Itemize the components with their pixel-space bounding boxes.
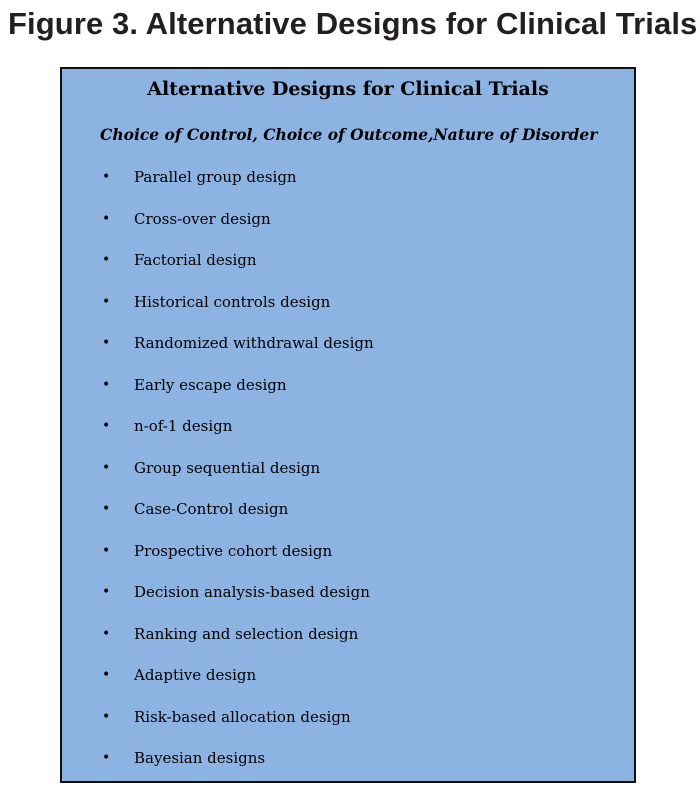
bullet-icon: • [102, 169, 111, 185]
design-item-label: Decision analysis-based design [134, 583, 370, 601]
design-item-prospective-cohort [102, 539, 602, 581]
bullet-icon: • [102, 542, 111, 559]
design-item-decision-analysis [102, 580, 602, 622]
box-subtitle: Choice of Control, Choice of Outcome,Nature of Disorder [100, 125, 598, 144]
design-list [102, 165, 602, 788]
design-item-adaptive [102, 663, 602, 705]
design-item-label: Factorial design [134, 251, 257, 269]
design-item-ranking-selection [102, 622, 602, 664]
design-item-label: Bayesian designs [134, 749, 266, 767]
bullet-icon: • [102, 750, 111, 766]
bullet-icon: • [102, 252, 111, 268]
design-item-factorial [102, 248, 602, 290]
design-item-label: Case-Control design [134, 500, 289, 518]
bullet-icon: • [102, 625, 111, 642]
bullet-icon: • [102, 459, 111, 476]
design-item-group-sequential [102, 456, 602, 498]
bullet-icon: • [102, 584, 111, 600]
design-item-historical-controls [102, 290, 602, 332]
design-item-label: Group sequential design [134, 458, 321, 477]
design-item-label: Cross-over design [134, 209, 271, 228]
box-title: Alternative Designs for Clinical Trials [147, 78, 549, 100]
bullet-icon: • [102, 667, 111, 683]
design-item-label: n-of-1 design [134, 417, 233, 435]
design-item-label: Risk-based allocation design [134, 707, 351, 726]
design-item-label: Randomized withdrawal design [134, 334, 374, 352]
design-item-label: Prospective cohort design [134, 541, 333, 560]
bullet-icon: • [102, 418, 111, 434]
design-item-early-escape [102, 373, 602, 415]
design-item-parallel-group [102, 165, 602, 207]
design-item-case-control [102, 497, 602, 539]
design-item-label: Ranking and selection design [134, 624, 359, 643]
bullet-icon: • [102, 293, 111, 310]
design-item-cross-over [102, 207, 602, 249]
bullet-icon: • [102, 708, 111, 725]
bullet-icon: • [102, 501, 111, 517]
design-item-risk-based-allocation [102, 705, 602, 747]
design-item-n-of-1 [102, 414, 602, 456]
bullet-icon: • [102, 335, 111, 351]
figure-caption: Figure 3. Alternative Designs for Clinical Trials [8, 6, 698, 41]
design-item-label: Parallel group design [134, 168, 297, 186]
bullet-icon: • [102, 376, 111, 393]
design-item-bayesian [102, 746, 602, 788]
design-item-label: Early escape design [134, 375, 287, 394]
designs-box [60, 67, 636, 783]
bullet-icon: • [102, 210, 111, 227]
design-item-randomized-withdrawal [102, 331, 602, 373]
design-item-label: Historical controls design [134, 292, 331, 311]
design-item-label: Adaptive design [134, 666, 257, 684]
